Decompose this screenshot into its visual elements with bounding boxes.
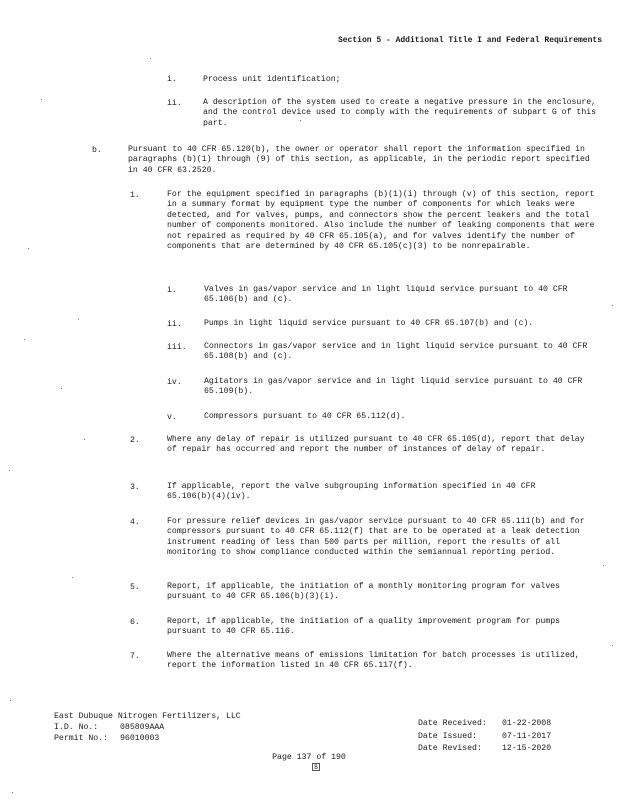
page-number: Page 137 of 190 (272, 753, 346, 762)
item-3-text: If applicable, report the valve subgrouping information specified in 40 CFR 65.106(b)(4)(iv). (167, 482, 536, 502)
footer-permit-label: Permit No.: (54, 733, 109, 743)
item-a-ii-text: A description of the system used to create a negative pressure in the enclosure, and the control device used to comply with the requirements of subpart G of this part. (203, 98, 597, 128)
item-1-text: For the equipment specified in paragraphs (b)(1)(i) through (v) of this section, report in a summary format by equipment type the number of components for which leaks were detected, and for valves, pumps, and connectors show the percent leakers and the total number of components monitored. Also include the number of leaking components that were not repaired as required by 40 CFR 65.105(a), and for valves identify the number of components that are determined by 40 CFR 65.105(c)(3) to be nonrepairable. (167, 190, 595, 252)
item-5-marker: 5. (130, 583, 140, 592)
section-header: Section 5 - Additional Title I and Federal Requirements (337, 36, 602, 45)
footer-id-label: I.D. No.: (54, 722, 99, 732)
item-2-text: Where any delay of repair is utilized pursuant to 40 CFR 65.105(d), report that delay of repair has occurred and report the number of instances of delay of repair. (167, 435, 585, 455)
item-6-text: Report, if applicable, the initiation of a quality improvement program for pumps pursuant to 40 CFR 65.116. (167, 617, 561, 637)
item-4-marker: 4. (130, 518, 140, 527)
footer-id-row (54, 723, 241, 734)
subitem-ii-text: Pumps in light liquid service pursuant to 40 CFR 65.107(b) and (c). (204, 319, 534, 328)
scan-speck (9, 470, 10, 471)
scan-speck (28, 248, 29, 249)
subitem-iii-text: Connectors in gas/vapor service and in light liquid service pursuant to 40 CFR 65.108(b) and (c). (204, 342, 588, 362)
subitem-ii-marker: ii. (167, 320, 182, 329)
item-7-marker: 7. (130, 652, 140, 661)
scan-speck (72, 577, 73, 578)
footer-id-value: 085809AAA (120, 722, 165, 732)
scan-speck (84, 439, 85, 440)
scan-speck (61, 388, 62, 389)
scan-speck (300, 120, 301, 121)
scan-speck (78, 319, 79, 320)
item-b-text: Pursuant to 40 CFR 65.120(b), the owner or operator shall report the information specified in paragraphs (b)(1) through (9) of this section, as applicable, in the periodic report specified in 40 CFR 63.2520. (128, 145, 590, 175)
subitem-iv-marker: iv. (167, 378, 182, 387)
footer-received-row (418, 718, 551, 731)
subitem-i-marker: i. (167, 286, 177, 295)
scan-speck (603, 565, 604, 566)
item-1-marker: 1. (130, 191, 140, 200)
scan-speck (150, 58, 151, 59)
scan-speck (612, 305, 613, 306)
scan-speck (41, 99, 42, 100)
item-a-i-text: Process unit identification; (203, 75, 341, 84)
footer-received-label: Date Received: (418, 719, 487, 728)
item-3-marker: 3. (130, 483, 140, 492)
footer-issued-value: 07-11-2017 (502, 731, 552, 741)
page-stamp: B (312, 763, 320, 771)
footer-issued-row (418, 731, 551, 744)
item-7-text: Where the alternative means of emissions limitation for batch processes is utilized, report the information listed in 40 CFR 65.117(f). (167, 651, 580, 671)
subitem-v-marker: v. (167, 413, 177, 422)
scan-speck (10, 700, 11, 701)
footer-revised-value: 12-15-2020 (502, 744, 552, 754)
footer-left (54, 712, 241, 744)
scan-speck (12, 792, 13, 793)
item-b-marker: b. (92, 146, 102, 155)
footer-company: East Dubuque Nitrogen Fertilizers, LLC (54, 712, 241, 721)
item-4-text: For pressure relief devices in gas/vapor service pursuant to 40 CFR 65.111(b) and for compressors pursuant to 40 CFR 65.112(f) that are to be operated at a leak detection instrument reading of less than 500 parts per million, report the results of all monitoring to show compliance conducted within the semiannual reporting period. (167, 517, 585, 558)
subitem-iv-text: Agitators in gas/vapor service and in light liquid service pursuant to 40 CFR 65.109(b). (204, 377, 583, 397)
item-a-ii-marker: ii. (167, 99, 182, 108)
subitem-v-text: Compressors pursuant to 40 CFR 65.112(d). (204, 412, 406, 421)
subitem-iii-marker: iii. (167, 343, 187, 352)
footer-received-value: 01-22-2008 (502, 719, 552, 728)
footer-permit-value: 96010003 (120, 733, 160, 743)
item-6-marker: 6. (130, 618, 140, 627)
scan-speck (612, 645, 613, 646)
item-a-i-marker: i. (167, 75, 177, 84)
footer-right (418, 718, 551, 756)
item-5-text: Report, if applicable, the initiation of a monthly monitoring program for valves pursuant to 40 CFR 65.106(b)(3)(i). (167, 582, 561, 602)
item-2-marker: 2. (130, 436, 140, 445)
footer-revised-label: Date Revised: (418, 744, 482, 754)
subitem-i-text: Valves in gas/vapor service and in light liquid service pursuant to 40 CFR 65.106(b) and (c). (204, 285, 568, 305)
footer-issued-label: Date Issued: (418, 731, 477, 741)
scan-speck (24, 339, 25, 340)
footer-permit-row (54, 734, 241, 745)
